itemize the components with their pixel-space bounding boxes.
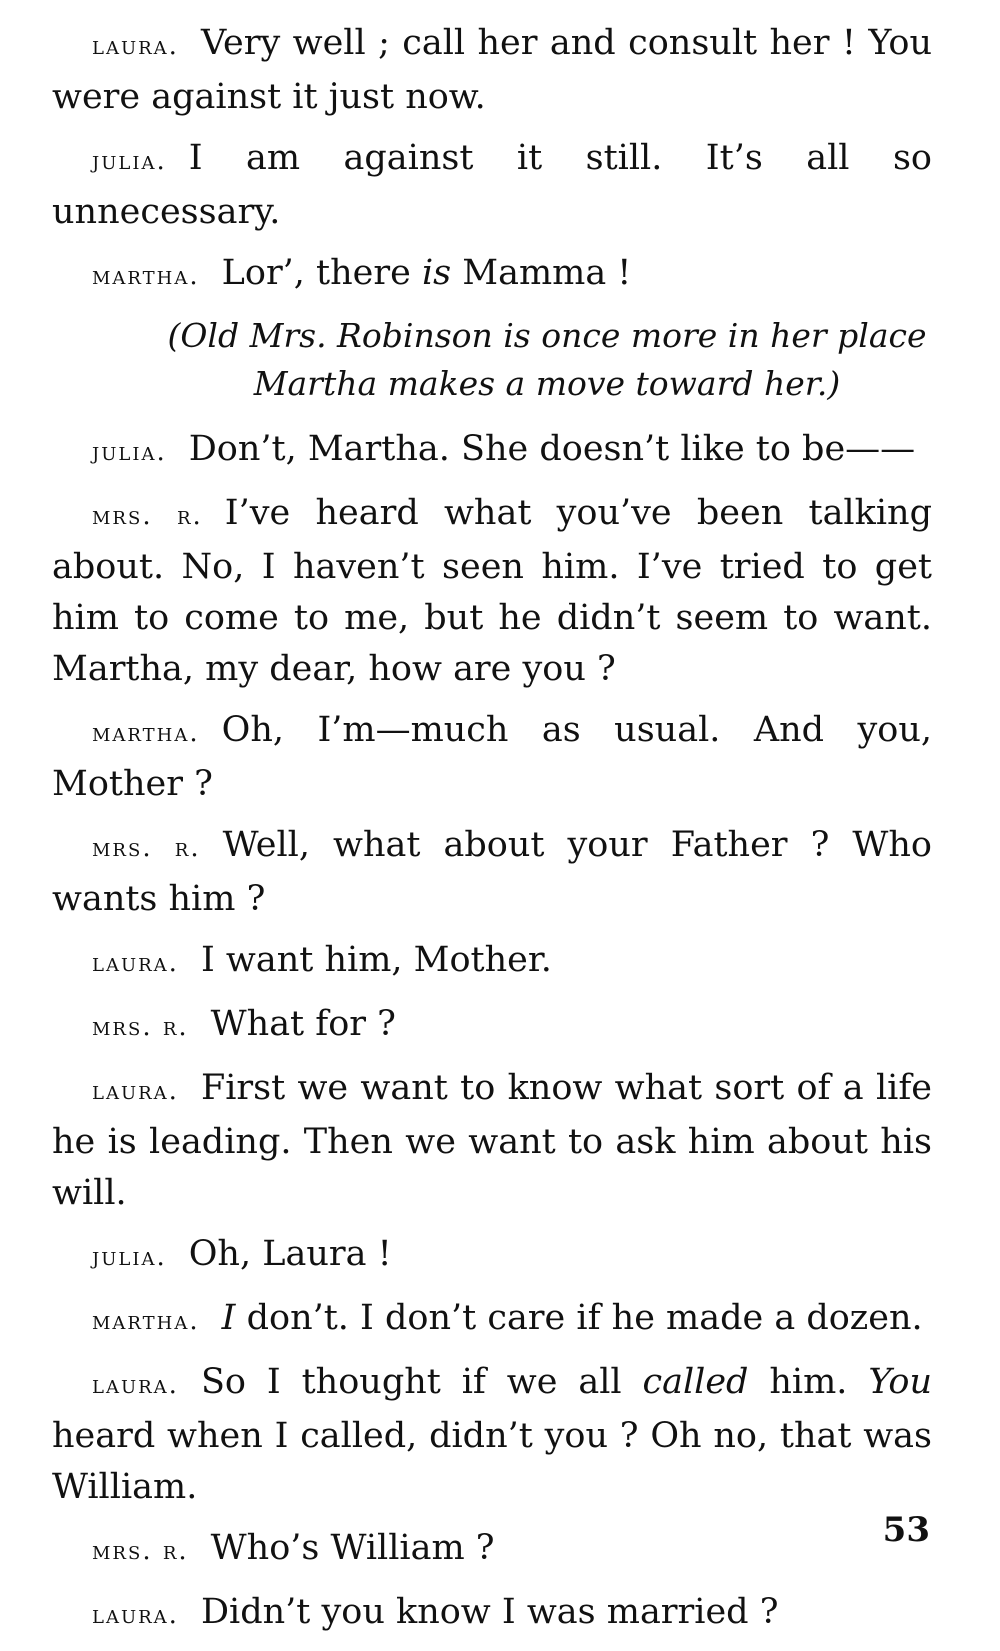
dialogue-line [52,248,932,302]
speaker-name: julia. [92,1242,167,1272]
dialogue-text: Didn’t you know I was married ? [200,1592,779,1632]
dialogue-line [52,18,932,123]
dialogue-text: Lor’, there [221,253,422,293]
speaker-name: laura. [92,1370,179,1400]
speaker-name: laura. [92,1600,179,1630]
dialogue-text: What for ? [210,1004,396,1044]
dialogue-line [52,1523,932,1577]
speaker-name: mrs. r. [92,833,201,863]
speaker-name: laura. [92,948,179,978]
speaker-name: martha. [92,718,200,748]
dialogue-text: First we want to know what sort of a life he is leading. Then we want to ask him about his will. [52,1068,932,1213]
dialogue-text: Well, what about your Father ? Who wants him ? [52,825,932,919]
speaker-name: mrs. r. [92,501,203,531]
emphasis-text: You [868,1362,932,1402]
dialogue-line [52,424,932,478]
dialogue-line [52,705,932,810]
dialogue-text: don’t. I don’t care if he made a dozen. [235,1298,923,1338]
dialogue-line [52,1293,932,1347]
speaker-name: martha. [92,261,200,291]
emphasis-text: called [642,1362,749,1402]
dialogue-line [52,999,932,1053]
dialogue-text: Oh, I’m—much as usual. And you, Mother ? [52,710,932,804]
dialogue-line [52,133,932,238]
emphasis-text: I [221,1298,236,1338]
dialogue-text: Don’t, Martha. She doesn’t like to be—— [188,429,916,469]
dialogue-text: him. [748,1362,869,1402]
dialogue-text: I’ve heard what you’ve been talking about. No, I haven’t seen him. I’ve tried to get him to come to me, but he didn’t seem to want. Martha, my dear, how are you ? [52,493,932,689]
emphasis-text: is [421,253,452,293]
script-page [52,18,932,1651]
speaker-name: mrs. r. [92,1536,189,1566]
speaker-name: laura. [92,31,179,61]
speaker-name: laura. [92,1076,179,1106]
speaker-name: julia. [92,146,167,176]
dialogue-text: So I thought if we all [200,1362,643,1402]
dialogue-line [52,820,932,925]
stage-direction: (Old Mrs. Robinson is once more in her place Martha makes a move toward her.) [167,316,927,403]
speaker-name: martha. [92,1306,200,1336]
dialogue-line [52,1063,932,1219]
dialogue-line [52,488,932,695]
dialogue-text: Very well ; call her and consult her ! You were against it just now. [52,23,932,117]
dialogue-line [52,1587,932,1641]
speaker-name: julia. [92,437,167,467]
dialogue-line [52,1357,932,1513]
dialogue-text: Oh, Laura ! [188,1234,392,1274]
dialogue-text: I am against it still. It’s all so unnecessary. [52,138,932,232]
dialogue-line [52,935,932,989]
dialogue-line [52,1229,932,1283]
dialogue-text: Mamma ! [451,253,632,293]
dialogue-text: Who’s William ? [210,1528,495,1568]
speaker-name: mrs. r. [92,1012,189,1042]
page-number: 53 [882,1510,930,1550]
dialogue-text: heard when I called, didn’t you ? Oh no, that was William. [52,1416,932,1507]
dialogue-text: I want him, Mother. [200,940,552,980]
